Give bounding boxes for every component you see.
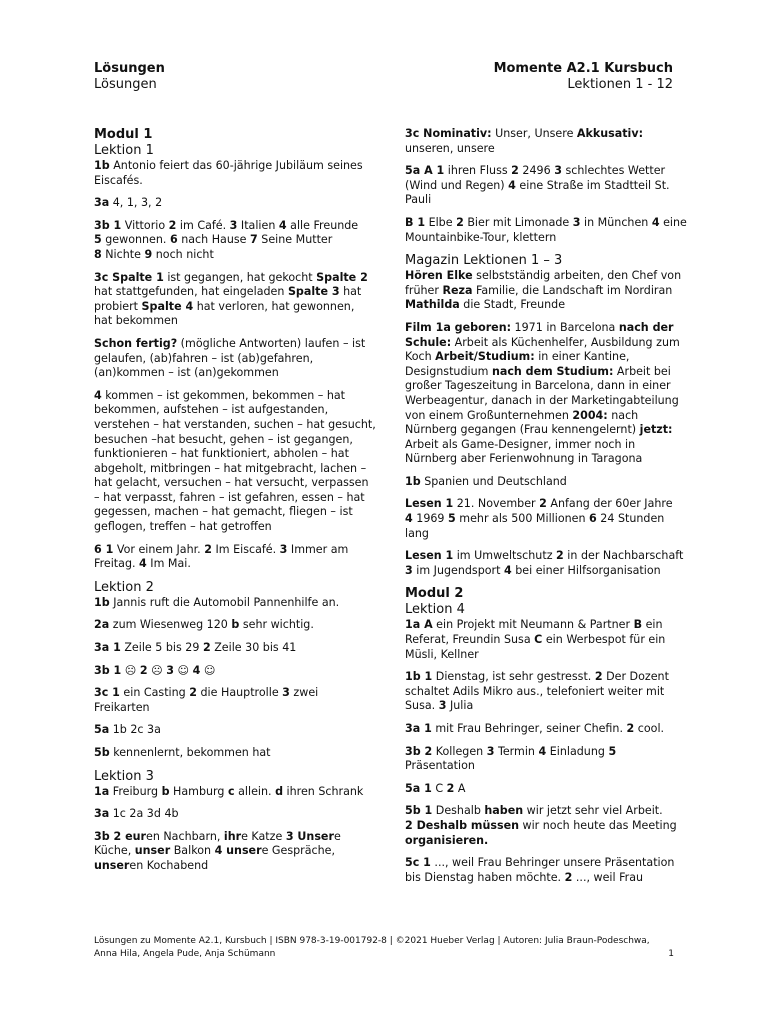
answer-block: 3c Nominativ: Unser, Unsere Akkusativ: unseren, unsere bbox=[405, 127, 644, 155]
answer-block: 3b 1 Vittorio 2 im Café. 3 Italien 4 alle Freunde 5 gewonnen. 6 nach Hause 7 Seine Mutter 8 Nichte 9 noch nicht bbox=[94, 218, 359, 261]
left-column bbox=[94, 127, 376, 882]
book-title: Momente A2.1 Kursbuch bbox=[493, 61, 673, 76]
right-column bbox=[405, 127, 687, 893]
answer-block: Hören Elke selbstständig arbeiten, den Chef von früher Reza Familie, die Landschaft im Nordiran Mathilda die Stadt, Freunde bbox=[405, 269, 682, 312]
lessons-range: Lektionen 1 - 12 bbox=[567, 77, 673, 92]
answer-block: B 1 Elbe 2 Bier mit Limonade 3 in München 4 eine Mountainbike-Tour, klettern bbox=[405, 215, 687, 244]
answer-block: 1b Jannis ruft die Automobil Pannenhilfe an. bbox=[94, 595, 340, 609]
answer-block: 3a 4, 1, 3, 2 bbox=[94, 196, 163, 210]
answer-block: 4 kommen – ist gekommen, bekommen – hat bekommen, aufstehen – ist aufgestanden, verstehen – hat verstanden, suchen – hat gesucht, besuchen –hat besucht, gehen – ist gegangen, funktionieren – hat funktioniert, abholen – hat abgeholt, mitbringen – hat mitgebracht, lachen – hat gelacht, versuchen – hat versucht, verpassen – hat verpasst, fahren – ist gefahren, essen – hat gegessen, machen – hat gemacht, fliegen – ist geflogen, treffen – hat getroffen bbox=[94, 388, 376, 534]
answer-block: 3b 2 euren Nachbarn, ihre Katze 3 Unsere Küche, unser Balkon 4 unsere Gespräche, unseren Kochabend bbox=[94, 829, 341, 872]
answer-block: 3b 2 Kollegen 3 Termin 4 Einladung 5 Präsentation bbox=[405, 744, 617, 773]
answer-block: 3a 1 Zeile 5 bis 29 2 Zeile 30 bis 41 bbox=[94, 641, 297, 655]
answer-block: 1a A ein Projekt mit Neumann & Partner B ein Referat, Freundin Susa C ein Werbespot für ein Müsli, Kellner bbox=[405, 618, 666, 661]
answer-block: 1b Spanien und Deutschland bbox=[405, 474, 567, 488]
answer-block: 2a zum Wiesenweg 120 b sehr wichtig. bbox=[94, 618, 314, 632]
answer-block: 5c 1 ..., weil Frau Behringer unsere Präsentation bis Dienstag haben möchte. 2 ..., weil Frau bbox=[405, 856, 675, 884]
answer-block: 5a 1 C 2 A bbox=[405, 781, 466, 795]
modul-heading: Modul 2 bbox=[405, 586, 464, 602]
header-left bbox=[94, 61, 165, 93]
answer-block: 6 1 Vor einem Jahr. 2 Im Eiscafé. 3 Immer am Freitag. 4 Im Mai. bbox=[94, 542, 349, 571]
page-number: 1 bbox=[668, 949, 674, 959]
answer-block: 1b Antonio feiert das 60-jährige Jubiläum seines Eiscafés. bbox=[94, 159, 363, 187]
lektion-heading: Lektion 4 bbox=[405, 602, 465, 618]
header-title: Lösungen bbox=[94, 61, 165, 76]
answer-block: 1b 1 Dienstag, ist sehr gestresst. 2 Der Dozent schaltet Adils Mikro aus., telefoniert weiter mit Susa. 3 Julia bbox=[405, 670, 669, 713]
answer-block: 1a Freiburg b Hamburg c allein. d ihren Schrank bbox=[94, 784, 364, 798]
answer-block: 3a 1 mit Frau Behringer, seiner Chefin. 2 cool. bbox=[405, 722, 665, 735]
answer-block: Schon fertig? (mögliche Antworten) laufen – ist gelaufen, (ab)fahren – ist (ab)gefahren, (an)kommen – ist (an)gekommen bbox=[94, 336, 366, 380]
page-footer bbox=[94, 935, 674, 961]
answer-block: Lesen 1 im Umweltschutz 2 in der Nachbarschaft 3 im Jugendsport 4 bei einer Hilfsorganisation bbox=[405, 549, 684, 577]
answer-block: 5b kennenlernt, bekommen hat bbox=[94, 746, 271, 759]
magazin-heading: Magazin Lektionen 1 – 3 bbox=[405, 253, 563, 269]
lektion-heading: Lektion 1 bbox=[94, 143, 154, 158]
modul-heading: Modul 1 bbox=[94, 127, 153, 142]
answer-block: Film 1a geboren: 1971 in Barcelona nach der Schule: Arbeit als Küchenhelfer, Ausbildung zum Koch Arbeit/Studium: in einer Kantine, Designstudium nach dem Studium: Arbeit bei großer Tageszeitung in Barcelona, dann in einer Werbeagentur, danach in der Marketingabteilung von einem Großunternehmen 2004: nach Nürnberg gegangen (Frau kennengelernt) jetzt: Arbeit als Game-Designer, immer noch in Nürnberg aber Ferienwohnung in Taragona bbox=[405, 320, 680, 466]
answer-block: Lesen 1 21. November 2 Anfang der 60er Jahre 4 1969 5 mehr als 500 Millionen 6 24 Stunden lang bbox=[405, 497, 673, 540]
header-subtitle: Lösungen bbox=[94, 77, 157, 92]
lektion-heading: Lektion 2 bbox=[94, 579, 154, 595]
answer-block: 5a 1b 2c 3a bbox=[94, 723, 161, 737]
answer-block: 5b 1 Deshalb haben wir jetzt sehr viel Arbeit. 2 Deshalb müssen wir noch heute das Meeting organisieren. bbox=[405, 804, 677, 847]
header-right bbox=[494, 61, 673, 93]
footer-credits: Lösungen zu Momente A2.1, Kursbuch | ISBN 978-3-19-001792-8 | ©2021 Hueber Verlag | Autoren: Julia Braun-Podeschwa, Anna Hila, Angela Pude, Anja Schümann bbox=[94, 936, 650, 959]
answer-block: 3b 1 ☹ 2 ☹ 3 ☺ 4 ☺ bbox=[94, 663, 216, 677]
answer-block: 5a A 1 ihren Fluss 2 2496 3 schlechtes Wetter (Wind und Regen) 4 eine Straße im Stadtteil St. Pauli bbox=[405, 164, 670, 207]
lektion-heading: Lektion 3 bbox=[94, 768, 154, 784]
answer-block: 3c 1 ein Casting 2 die Hauptrolle 3 zwei Freikarten bbox=[94, 686, 319, 714]
answer-block: 3a 1c 2a 3d 4b bbox=[94, 807, 179, 821]
answer-block: 3c Spalte 1 ist gegangen, hat gekocht Spalte 2 hat stattgefunden, hat eingeladen Spalte 3 hat probiert Spalte 4 hat verloren, hat gewonnen, hat bekommen bbox=[94, 270, 368, 328]
